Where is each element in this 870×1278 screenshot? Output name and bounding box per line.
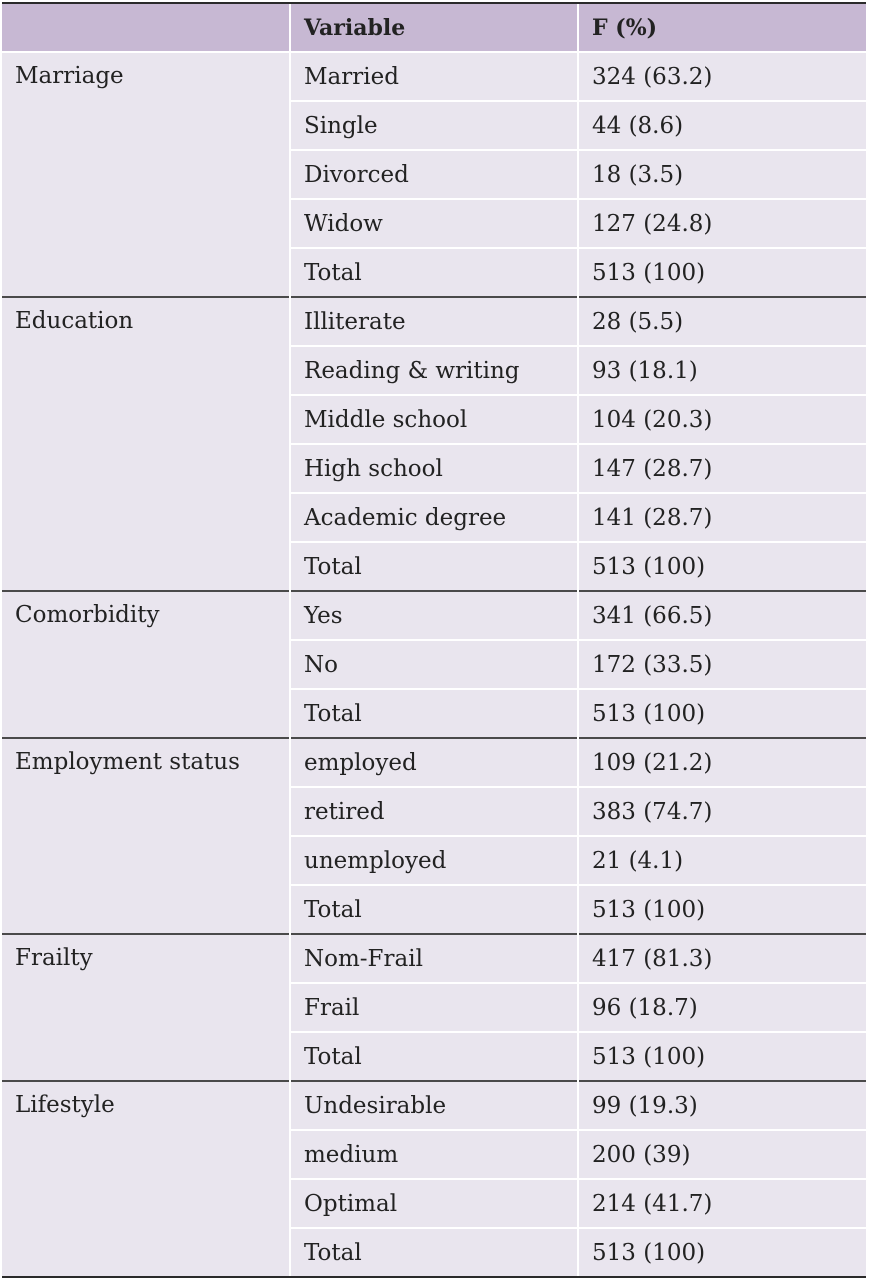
header-variable-column: Variable <box>290 3 578 52</box>
variable-cell: unemployed <box>290 836 578 885</box>
frequency-cell: 93 (18.1) <box>578 346 866 395</box>
variable-cell: Single <box>290 101 578 150</box>
variable-cell: Academic degree <box>290 493 578 542</box>
frequency-cell: 341 (66.5) <box>578 591 866 640</box>
variable-cell: Total <box>290 1032 578 1081</box>
group-label-cell: Frailty <box>2 934 290 1081</box>
variable-cell: Frail <box>290 983 578 1032</box>
variable-cell: retired <box>290 787 578 836</box>
frequency-cell: 513 (100) <box>578 248 866 297</box>
frequency-cell: 417 (81.3) <box>578 934 866 983</box>
frequency-cell: 513 (100) <box>578 542 866 591</box>
group-label-cell: Employment status <box>2 738 290 934</box>
frequency-cell: 324 (63.2) <box>578 52 866 101</box>
header-row <box>2 3 866 52</box>
table-row <box>2 297 866 346</box>
variable-cell: Total <box>290 885 578 934</box>
variable-cell: Reading & writing <box>290 346 578 395</box>
frequency-cell: 99 (19.3) <box>578 1081 866 1130</box>
table-body <box>2 52 866 1277</box>
variable-cell: Total <box>290 248 578 297</box>
variable-cell: employed <box>290 738 578 787</box>
frequency-cell: 513 (100) <box>578 689 866 738</box>
variable-cell: Widow <box>290 199 578 248</box>
table-row <box>2 934 866 983</box>
variable-cell: No <box>290 640 578 689</box>
frequency-table-container <box>2 2 866 1278</box>
variable-cell: Married <box>290 52 578 101</box>
variable-cell: Yes <box>290 591 578 640</box>
variable-cell: Divorced <box>290 150 578 199</box>
frequency-cell: 44 (8.6) <box>578 101 866 150</box>
frequency-cell: 104 (20.3) <box>578 395 866 444</box>
frequency-cell: 21 (4.1) <box>578 836 866 885</box>
table-row <box>2 52 866 101</box>
variable-cell: Undesirable <box>290 1081 578 1130</box>
variable-cell: medium <box>290 1130 578 1179</box>
variable-cell: High school <box>290 444 578 493</box>
group-label-cell: Education <box>2 297 290 591</box>
frequency-cell: 28 (5.5) <box>578 297 866 346</box>
frequency-cell: 214 (41.7) <box>578 1179 866 1228</box>
header-frequency-column: F (%) <box>578 3 866 52</box>
table-row <box>2 738 866 787</box>
frequency-cell: 127 (24.8) <box>578 199 866 248</box>
variable-cell: Total <box>290 689 578 738</box>
variable-cell: Total <box>290 1228 578 1277</box>
frequency-cell: 513 (100) <box>578 1032 866 1081</box>
frequency-cell: 383 (74.7) <box>578 787 866 836</box>
group-label-cell: Lifestyle <box>2 1081 290 1277</box>
variable-cell: Nom-Frail <box>290 934 578 983</box>
frequency-cell: 147 (28.7) <box>578 444 866 493</box>
variable-cell: Illiterate <box>290 297 578 346</box>
frequency-cell: 513 (100) <box>578 885 866 934</box>
frequency-cell: 513 (100) <box>578 1228 866 1277</box>
variable-cell: Total <box>290 542 578 591</box>
table-header <box>2 3 866 52</box>
group-label-cell: Comorbidity <box>2 591 290 738</box>
frequency-cell: 96 (18.7) <box>578 983 866 1032</box>
variable-cell: Middle school <box>290 395 578 444</box>
frequency-cell: 109 (21.2) <box>578 738 866 787</box>
frequency-cell: 200 (39) <box>578 1130 866 1179</box>
table-row <box>2 591 866 640</box>
table-row <box>2 1081 866 1130</box>
frequency-cell: 172 (33.5) <box>578 640 866 689</box>
header-group-column <box>2 3 290 52</box>
frequency-cell: 18 (3.5) <box>578 150 866 199</box>
variable-cell: Optimal <box>290 1179 578 1228</box>
frequency-table <box>2 2 866 1278</box>
group-label-cell: Marriage <box>2 52 290 297</box>
frequency-cell: 141 (28.7) <box>578 493 866 542</box>
